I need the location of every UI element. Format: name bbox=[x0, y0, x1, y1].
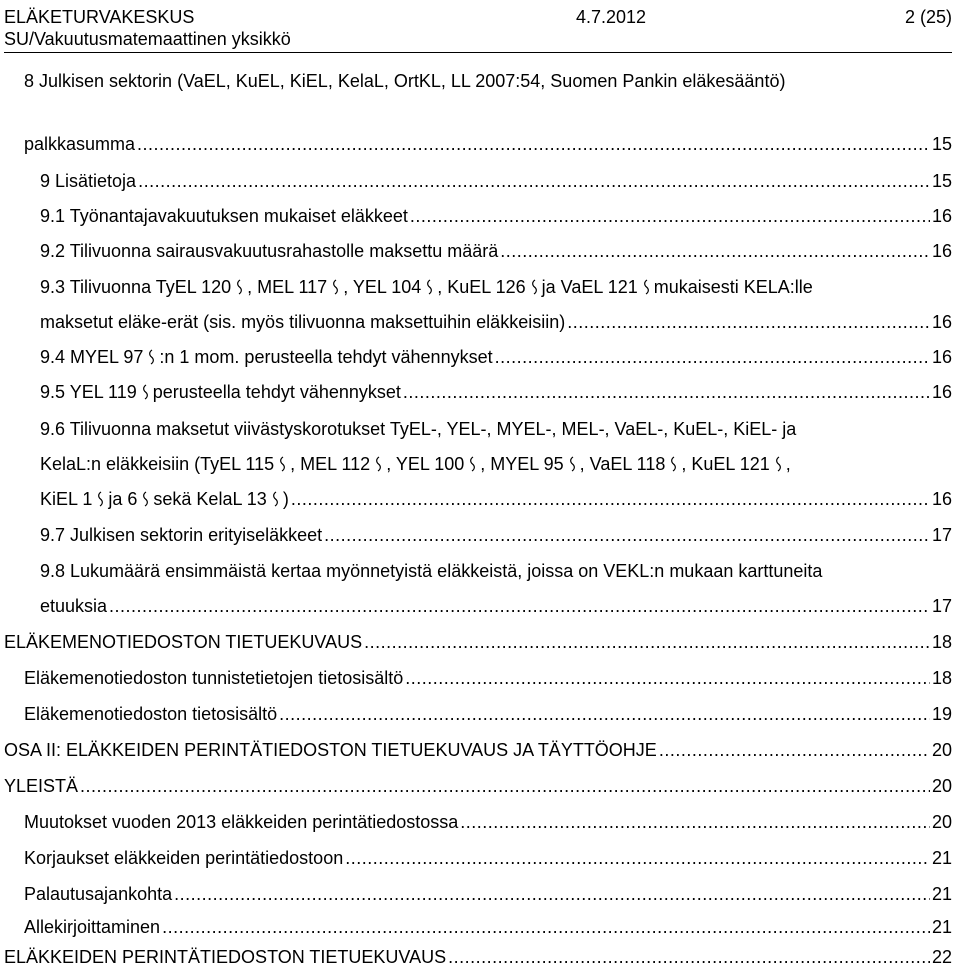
toc-entry-9[interactable] bbox=[40, 166, 952, 196]
dot-leader bbox=[279, 699, 930, 729]
dot-leader bbox=[659, 735, 930, 765]
toc-text-fragment: ja VaEL 121 bbox=[541, 277, 638, 297]
toc-page-number: 15 bbox=[931, 171, 952, 191]
dot-leader bbox=[500, 236, 930, 266]
toc-entry-label: etuuksia bbox=[40, 596, 108, 616]
toc-section-yleista[interactable] bbox=[4, 771, 952, 801]
toc-section-elakemeno[interactable] bbox=[4, 627, 952, 657]
toc-entry-label bbox=[40, 484, 289, 514]
document-date: 4.7.2012 bbox=[576, 7, 647, 27]
header-rule bbox=[4, 52, 952, 53]
toc-entry-label: Muutokset vuoden 2013 eläkkeiden perintätiedostossa bbox=[24, 812, 459, 832]
toc-text-fragment: , KuEL 121 bbox=[681, 454, 770, 474]
toc-text-fragment: , MEL 117 bbox=[247, 277, 328, 297]
toc-page-number: 16 bbox=[931, 312, 952, 332]
toc-page-number: 21 bbox=[931, 884, 952, 904]
section-mark-icon bbox=[96, 490, 105, 508]
toc-entry-label: 9.2 Tilivuonna sairausvakuutusrahastolle maksettu määrä bbox=[40, 241, 499, 261]
section-mark-icon bbox=[278, 455, 287, 473]
toc-entry-allekirjoittaminen[interactable] bbox=[24, 912, 952, 942]
dot-leader bbox=[80, 771, 930, 801]
toc-entry-8-line1: 8 Julkisen sektorin (VaEL, KuEL, KiEL, KelaL, OrtKL, LL 2007:54, Suomen Pankin eläkesääntö) bbox=[24, 71, 786, 91]
toc-entry-9-7[interactable] bbox=[40, 520, 952, 550]
toc-entry-9-6-line1: 9.6 Tilivuonna maksetut viivästyskorotukset TyEL-, YEL-, MYEL-, MEL-, VaEL-, KuEL-, KiEL- ja bbox=[40, 419, 797, 439]
section-mark-icon bbox=[235, 278, 244, 296]
toc-entry-9-8[interactable] bbox=[40, 591, 952, 621]
section-mark-icon bbox=[774, 455, 783, 473]
dot-leader bbox=[403, 377, 930, 407]
toc-text-fragment: mukaisesti KELA:lle bbox=[653, 277, 813, 297]
toc-page-number: 21 bbox=[931, 917, 952, 937]
toc-text-fragment: 9.4 MYEL 97 bbox=[40, 347, 144, 367]
section-mark-icon bbox=[141, 490, 150, 508]
toc-text-fragment: KiEL 1 bbox=[40, 489, 93, 509]
toc-entry-8[interactable] bbox=[24, 129, 952, 159]
toc-entry-9-6[interactable] bbox=[40, 484, 952, 514]
toc-text-fragment: 9.3 Tilivuonna TyEL 120 bbox=[40, 277, 232, 297]
toc-entry-label: 9 Lisätietoja bbox=[40, 171, 137, 191]
dot-leader bbox=[495, 342, 930, 372]
toc-text-fragment: , MEL 112 bbox=[290, 454, 371, 474]
toc-entry-label: Allekirjoittaminen bbox=[24, 917, 161, 937]
toc-entry-9-3-line1 bbox=[40, 272, 813, 302]
section-mark-icon bbox=[468, 455, 477, 473]
toc-page-number: 16 bbox=[931, 241, 952, 261]
dot-leader bbox=[345, 843, 930, 873]
section-mark-icon bbox=[530, 278, 539, 296]
toc-entry-label: 9.7 Julkisen sektorin erityiseläkkeet bbox=[40, 525, 323, 545]
toc-entry-korjaukset[interactable] bbox=[24, 843, 952, 873]
section-mark-icon bbox=[141, 383, 150, 401]
dot-leader bbox=[448, 942, 930, 972]
toc-page-number: 21 bbox=[931, 848, 952, 868]
dot-leader bbox=[162, 912, 930, 942]
toc-page-number: 16 bbox=[931, 382, 952, 402]
toc-entry-9-8-line1: 9.8 Lukumäärä ensimmäistä kertaa myönnetyistä eläkkeistä, joissa on VEKL:n mukaan karttuneita bbox=[40, 561, 823, 581]
toc-text-fragment: , YEL 104 bbox=[343, 277, 422, 297]
dot-leader bbox=[109, 591, 930, 621]
toc-entry-tunnistetiedot[interactable] bbox=[24, 663, 952, 693]
toc-entry-label bbox=[40, 342, 493, 372]
toc-text-fragment: , YEL 100 bbox=[386, 454, 465, 474]
toc-section-perintatiedosto[interactable] bbox=[4, 942, 952, 972]
toc-entry-label: maksetut eläke-erät (sis. myös tilivuonna maksettuihin eläkkeisiin) bbox=[40, 312, 566, 332]
toc-entry-label: Eläkemenotiedoston tunnistetietojen tietosisältö bbox=[24, 668, 404, 688]
toc-page-number: 22 bbox=[931, 947, 952, 967]
section-mark-icon bbox=[669, 455, 678, 473]
toc-text-fragment: , VaEL 118 bbox=[579, 454, 666, 474]
toc-entry-label: ELÄKEMENOTIEDOSTON TIETUEKUVAUS bbox=[4, 632, 363, 652]
toc-page-number: 16 bbox=[931, 347, 952, 367]
dot-leader bbox=[291, 484, 930, 514]
toc-text-fragment: , bbox=[785, 454, 791, 474]
section-mark-icon bbox=[271, 490, 280, 508]
toc-entry-9-1[interactable] bbox=[40, 201, 952, 231]
section-mark-icon bbox=[147, 348, 156, 366]
toc-page-number: 16 bbox=[931, 489, 952, 509]
toc-entry-label: 9.1 Työnantajavakuutuksen mukaiset eläkkeet bbox=[40, 206, 408, 226]
dot-leader bbox=[460, 807, 930, 837]
toc-page-number: 19 bbox=[931, 704, 952, 724]
section-mark-icon bbox=[331, 278, 340, 296]
toc-entry-9-3[interactable] bbox=[40, 307, 952, 337]
dot-leader bbox=[137, 129, 930, 159]
toc-page-number: 20 bbox=[931, 812, 952, 832]
toc-page-number: 20 bbox=[931, 776, 952, 796]
dot-leader bbox=[567, 307, 930, 337]
toc-page-number: 20 bbox=[931, 740, 952, 760]
dot-leader bbox=[410, 201, 930, 231]
page-number: 2 (25) bbox=[904, 7, 952, 27]
toc-section-osa-ii[interactable] bbox=[4, 735, 952, 765]
toc-text-fragment: :n 1 mom. perusteella tehdyt vähennykset bbox=[159, 347, 493, 367]
unit-name: SU/Vakuutusmatemaattinen yksikkö bbox=[4, 29, 291, 49]
toc-text-fragment: ja 6 bbox=[108, 489, 138, 509]
section-mark-icon bbox=[642, 278, 651, 296]
dot-leader bbox=[138, 166, 930, 196]
toc-text-fragment: perusteella tehdyt vähennykset bbox=[152, 382, 401, 402]
toc-text-fragment: , KuEL 126 bbox=[437, 277, 526, 297]
dot-leader bbox=[174, 879, 930, 909]
section-mark-icon bbox=[374, 455, 383, 473]
toc-entry-tietosisalto[interactable] bbox=[24, 699, 952, 729]
dot-leader bbox=[405, 663, 930, 693]
toc-entry-9-5[interactable] bbox=[40, 377, 952, 407]
section-mark-icon bbox=[568, 455, 577, 473]
toc-page-number: 17 bbox=[931, 525, 952, 545]
toc-entry-label: Korjaukset eläkkeiden perintätiedostoon bbox=[24, 848, 344, 868]
toc-entry-9-4[interactable] bbox=[40, 342, 952, 372]
toc-entry-9-6-line2 bbox=[40, 449, 791, 479]
toc-page-number: 17 bbox=[931, 596, 952, 616]
toc-text-fragment: sekä KelaL 13 bbox=[153, 489, 267, 509]
toc-entry-label: Palautusajankohta bbox=[24, 884, 173, 904]
section-mark-icon bbox=[425, 278, 434, 296]
dot-leader bbox=[324, 520, 930, 550]
toc-entry-label: OSA II: ELÄKKEIDEN PERINTÄTIEDOSTON TIETUEKUVAUS JA TÄYTTÖOHJE bbox=[4, 740, 657, 760]
toc-text-fragment: KelaL:n eläkkeisiin (TyEL 115 bbox=[40, 454, 275, 474]
toc-page-number: 16 bbox=[931, 206, 952, 226]
organization-name: ELÄKETURVAKESKUS bbox=[4, 7, 195, 27]
dot-leader bbox=[364, 627, 930, 657]
toc-entry-8-line2: palkkasumma bbox=[24, 134, 136, 154]
toc-text-fragment: ) bbox=[282, 489, 289, 509]
toc-entry-label: YLEISTÄ bbox=[4, 776, 79, 796]
toc-entry-muutokset[interactable] bbox=[24, 807, 952, 837]
toc-entry-9-2[interactable] bbox=[40, 236, 952, 266]
toc-text-fragment: 9.5 YEL 119 bbox=[40, 382, 137, 402]
toc-entry-label bbox=[40, 377, 401, 407]
toc-entry-palautusajankohta[interactable] bbox=[24, 879, 952, 909]
toc-page-number: 15 bbox=[931, 134, 952, 154]
toc-entry-label: ELÄKKEIDEN PERINTÄTIEDOSTON TIETUEKUVAUS bbox=[4, 947, 447, 967]
toc-page-number: 18 bbox=[931, 668, 952, 688]
toc-text-fragment: , MYEL 95 bbox=[480, 454, 564, 474]
toc-entry-label: Eläkemenotiedoston tietosisältö bbox=[24, 704, 278, 724]
toc-page-number: 18 bbox=[931, 632, 952, 652]
